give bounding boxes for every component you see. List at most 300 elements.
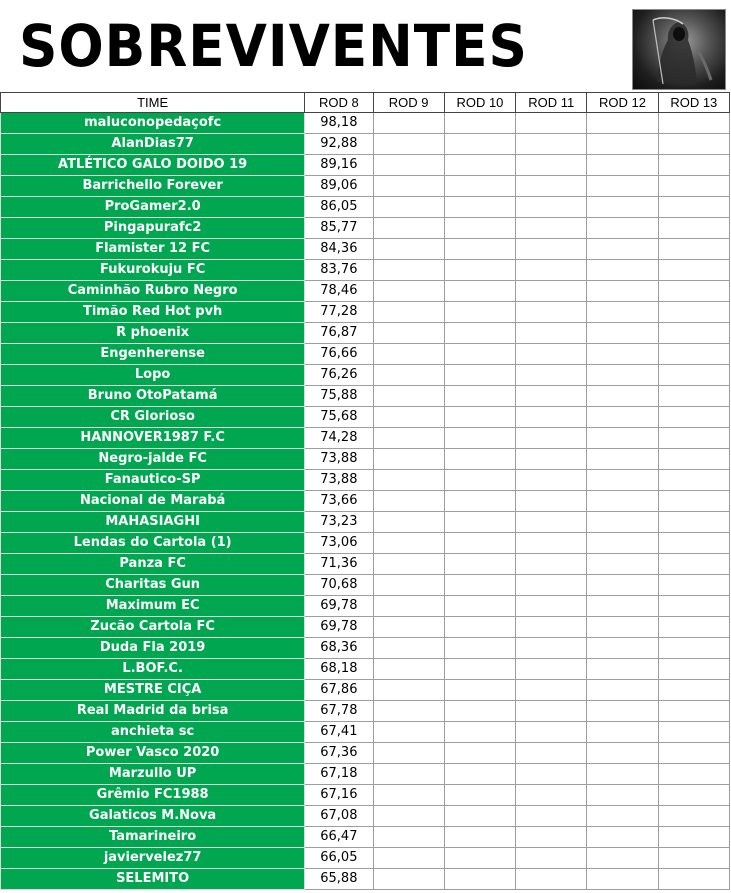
- rod13-score-cell[interactable]: [658, 848, 729, 869]
- rod13-score-cell[interactable]: [658, 386, 729, 407]
- team-name-cell[interactable]: Negro-jalde FC: [1, 449, 305, 470]
- team-name-cell[interactable]: anchieta sc: [1, 722, 305, 743]
- rod10-score-cell[interactable]: [444, 785, 515, 806]
- rod12-score-cell[interactable]: [587, 386, 658, 407]
- rod11-score-cell[interactable]: [516, 386, 587, 407]
- rod9-score-cell[interactable]: [373, 533, 444, 554]
- rod8-score-cell[interactable]: 73,66: [305, 491, 373, 512]
- rod10-score-cell[interactable]: [444, 155, 515, 176]
- rod10-score-cell[interactable]: [444, 617, 515, 638]
- rod13-score-cell[interactable]: [658, 302, 729, 323]
- rod8-score-cell[interactable]: 77,28: [305, 302, 373, 323]
- column-header-rod13: ROD 13: [658, 93, 729, 113]
- rod9-score-cell[interactable]: [373, 197, 444, 218]
- rod13-score-cell[interactable]: [658, 680, 729, 701]
- rod10-score-cell[interactable]: [444, 386, 515, 407]
- rod13-score-cell[interactable]: [658, 554, 729, 575]
- rod11-score-cell[interactable]: [516, 701, 587, 722]
- rod10-score-cell[interactable]: [444, 428, 515, 449]
- rod9-score-cell[interactable]: [373, 302, 444, 323]
- rod11-score-cell[interactable]: [516, 743, 587, 764]
- rod9-score-cell[interactable]: [373, 638, 444, 659]
- rod10-score-cell[interactable]: [444, 596, 515, 617]
- rod12-score-cell[interactable]: [587, 407, 658, 428]
- rod13-score-cell[interactable]: [658, 344, 729, 365]
- rod10-score-cell[interactable]: [444, 260, 515, 281]
- rod8-score-cell[interactable]: 67,18: [305, 764, 373, 785]
- rod13-score-cell[interactable]: [658, 785, 729, 806]
- team-name-cell[interactable]: Caminhão Rubro Negro: [1, 281, 305, 302]
- rod13-score-cell[interactable]: [658, 659, 729, 680]
- rod10-score-cell[interactable]: [444, 743, 515, 764]
- rod12-score-cell[interactable]: [587, 743, 658, 764]
- team-name-cell[interactable]: Tamarineiro: [1, 827, 305, 848]
- rod13-score-cell[interactable]: [658, 113, 729, 134]
- team-name-cell[interactable]: Panza FC: [1, 554, 305, 575]
- rod11-score-cell[interactable]: [516, 722, 587, 743]
- rod10-score-cell[interactable]: [444, 134, 515, 155]
- rod12-score-cell[interactable]: [587, 218, 658, 239]
- rod8-score-cell[interactable]: 73,06: [305, 533, 373, 554]
- rod11-score-cell[interactable]: [516, 365, 587, 386]
- team-name-cell[interactable]: MESTRE CIÇA: [1, 680, 305, 701]
- team-name-cell[interactable]: SELEMITO: [1, 869, 305, 890]
- rod13-score-cell[interactable]: [658, 596, 729, 617]
- rod12-score-cell[interactable]: [587, 155, 658, 176]
- rod11-score-cell[interactable]: [516, 176, 587, 197]
- table-row: [1, 533, 730, 554]
- rod10-score-cell[interactable]: [444, 512, 515, 533]
- table-row: [1, 764, 730, 785]
- rod8-score-cell[interactable]: 67,41: [305, 722, 373, 743]
- team-name-cell[interactable]: Power Vasco 2020: [1, 743, 305, 764]
- team-name-cell[interactable]: Fanautico-SP: [1, 470, 305, 491]
- rod11-score-cell[interactable]: [516, 848, 587, 869]
- rod12-score-cell[interactable]: [587, 596, 658, 617]
- rod12-score-cell[interactable]: [587, 785, 658, 806]
- rod12-score-cell[interactable]: [587, 869, 658, 890]
- rod9-score-cell[interactable]: [373, 680, 444, 701]
- rod11-score-cell[interactable]: [516, 533, 587, 554]
- rod10-score-cell[interactable]: [444, 722, 515, 743]
- rod13-score-cell[interactable]: [658, 323, 729, 344]
- rod8-score-cell[interactable]: 75,88: [305, 386, 373, 407]
- rod9-score-cell[interactable]: [373, 260, 444, 281]
- table-header-row: [1, 93, 730, 113]
- table-row: [1, 554, 730, 575]
- team-name-cell[interactable]: ProGamer2.0: [1, 197, 305, 218]
- rod10-score-cell[interactable]: [444, 218, 515, 239]
- column-header-rod10: ROD 10: [444, 93, 515, 113]
- rod11-score-cell[interactable]: [516, 491, 587, 512]
- team-name-cell[interactable]: Flamister 12 FC: [1, 239, 305, 260]
- rod12-score-cell[interactable]: [587, 449, 658, 470]
- rod11-score-cell[interactable]: [516, 617, 587, 638]
- rod11-score-cell[interactable]: [516, 785, 587, 806]
- rod13-score-cell[interactable]: [658, 134, 729, 155]
- rod13-score-cell[interactable]: [658, 239, 729, 260]
- rod9-score-cell[interactable]: [373, 491, 444, 512]
- rod8-score-cell[interactable]: 78,46: [305, 281, 373, 302]
- rod11-score-cell[interactable]: [516, 575, 587, 596]
- rod10-score-cell[interactable]: [444, 449, 515, 470]
- rod11-score-cell[interactable]: [516, 512, 587, 533]
- rod12-score-cell[interactable]: [587, 554, 658, 575]
- rod13-score-cell[interactable]: [658, 428, 729, 449]
- table-row: [1, 113, 730, 134]
- rod9-score-cell[interactable]: [373, 659, 444, 680]
- rod9-score-cell[interactable]: [373, 281, 444, 302]
- table-row: [1, 638, 730, 659]
- rod13-score-cell[interactable]: [658, 512, 729, 533]
- table-row: [1, 470, 730, 491]
- rod8-score-cell[interactable]: 68,36: [305, 638, 373, 659]
- rod11-score-cell[interactable]: [516, 869, 587, 890]
- rod10-score-cell[interactable]: [444, 827, 515, 848]
- rod9-score-cell[interactable]: [373, 596, 444, 617]
- rod9-score-cell[interactable]: [373, 554, 444, 575]
- rod8-score-cell[interactable]: 66,05: [305, 848, 373, 869]
- team-name-cell[interactable]: CR Glorioso: [1, 407, 305, 428]
- table-row: [1, 197, 730, 218]
- rod8-score-cell[interactable]: 70,68: [305, 575, 373, 596]
- standings-table: [0, 92, 730, 890]
- team-name-cell[interactable]: Charitas Gun: [1, 575, 305, 596]
- rod10-score-cell[interactable]: [444, 197, 515, 218]
- rod9-score-cell[interactable]: [373, 323, 444, 344]
- rod9-score-cell[interactable]: [373, 785, 444, 806]
- rod12-score-cell[interactable]: [587, 848, 658, 869]
- team-name-cell[interactable]: ATLÉTICO GALO DOIDO 19: [1, 155, 305, 176]
- rod8-score-cell[interactable]: 84,36: [305, 239, 373, 260]
- rod12-score-cell[interactable]: [587, 470, 658, 491]
- rod13-score-cell[interactable]: [658, 470, 729, 491]
- rod12-score-cell[interactable]: [587, 806, 658, 827]
- team-name-cell[interactable]: Barrichello Forever: [1, 176, 305, 197]
- rod9-score-cell[interactable]: [373, 113, 444, 134]
- rod11-score-cell[interactable]: [516, 428, 587, 449]
- reaper-logo-icon: [632, 9, 726, 90]
- rod12-score-cell[interactable]: [587, 680, 658, 701]
- rod13-score-cell[interactable]: [658, 722, 729, 743]
- rod11-score-cell[interactable]: [516, 407, 587, 428]
- team-name-cell[interactable]: Grêmio FC1988: [1, 785, 305, 806]
- rod12-score-cell[interactable]: [587, 323, 658, 344]
- rod11-score-cell[interactable]: [516, 155, 587, 176]
- rod12-score-cell[interactable]: [587, 827, 658, 848]
- rod8-score-cell[interactable]: 67,16: [305, 785, 373, 806]
- team-name-cell[interactable]: AlanDias77: [1, 134, 305, 155]
- rod13-score-cell[interactable]: [658, 491, 729, 512]
- rod11-score-cell[interactable]: [516, 134, 587, 155]
- rod10-score-cell[interactable]: [444, 554, 515, 575]
- rod12-score-cell[interactable]: [587, 533, 658, 554]
- team-name-cell[interactable]: MAHASIAGHI: [1, 512, 305, 533]
- rod10-score-cell[interactable]: [444, 848, 515, 869]
- rod12-score-cell[interactable]: [587, 134, 658, 155]
- table-body: [1, 113, 730, 890]
- rod12-score-cell[interactable]: [587, 491, 658, 512]
- table-row: [1, 176, 730, 197]
- rod12-score-cell[interactable]: [587, 617, 658, 638]
- rod13-score-cell[interactable]: [658, 764, 729, 785]
- rod13-score-cell[interactable]: [658, 365, 729, 386]
- rod13-score-cell[interactable]: [658, 533, 729, 554]
- team-name-cell[interactable]: Bruno OtoPatamá: [1, 386, 305, 407]
- rod8-score-cell[interactable]: 75,68: [305, 407, 373, 428]
- rod9-score-cell[interactable]: [373, 827, 444, 848]
- rod11-score-cell[interactable]: [516, 806, 587, 827]
- table-row: [1, 449, 730, 470]
- table-row: [1, 848, 730, 869]
- rod13-score-cell[interactable]: [658, 638, 729, 659]
- rod11-score-cell[interactable]: [516, 260, 587, 281]
- rod10-score-cell[interactable]: [444, 659, 515, 680]
- rod8-score-cell[interactable]: 74,28: [305, 428, 373, 449]
- rod10-score-cell[interactable]: [444, 113, 515, 134]
- team-name-cell[interactable]: Maximum EC: [1, 596, 305, 617]
- rod11-score-cell[interactable]: [516, 449, 587, 470]
- team-name-cell[interactable]: Pingapurafc2: [1, 218, 305, 239]
- rod13-score-cell[interactable]: [658, 617, 729, 638]
- rod10-score-cell[interactable]: [444, 344, 515, 365]
- rod11-score-cell[interactable]: [516, 113, 587, 134]
- rod11-score-cell[interactable]: [516, 554, 587, 575]
- rod11-score-cell[interactable]: [516, 659, 587, 680]
- rod13-score-cell[interactable]: [658, 218, 729, 239]
- table-row: [1, 218, 730, 239]
- rod11-score-cell[interactable]: [516, 638, 587, 659]
- column-header-rod12: ROD 12: [587, 93, 658, 113]
- team-name-cell[interactable]: Galaticos M.Nova: [1, 806, 305, 827]
- rod10-score-cell[interactable]: [444, 470, 515, 491]
- rod12-score-cell[interactable]: [587, 659, 658, 680]
- rod11-score-cell[interactable]: [516, 197, 587, 218]
- rod8-score-cell[interactable]: 65,88: [305, 869, 373, 890]
- rod10-score-cell[interactable]: [444, 764, 515, 785]
- team-name-cell[interactable]: Timão Red Hot pvh: [1, 302, 305, 323]
- rod9-score-cell[interactable]: [373, 764, 444, 785]
- rod10-score-cell[interactable]: [444, 365, 515, 386]
- rod8-score-cell[interactable]: 67,36: [305, 743, 373, 764]
- rod12-score-cell[interactable]: [587, 638, 658, 659]
- rod9-score-cell[interactable]: [373, 428, 444, 449]
- rod12-score-cell[interactable]: [587, 281, 658, 302]
- rod9-score-cell[interactable]: [373, 848, 444, 869]
- rod9-score-cell[interactable]: [373, 701, 444, 722]
- rod10-score-cell[interactable]: [444, 575, 515, 596]
- table-row: [1, 827, 730, 848]
- team-name-cell[interactable]: Engenherense: [1, 344, 305, 365]
- rod11-score-cell[interactable]: [516, 680, 587, 701]
- rod12-score-cell[interactable]: [587, 365, 658, 386]
- table-row: [1, 785, 730, 806]
- rod11-score-cell[interactable]: [516, 218, 587, 239]
- table-row: [1, 323, 730, 344]
- rod10-score-cell[interactable]: [444, 239, 515, 260]
- rod8-score-cell[interactable]: 69,78: [305, 596, 373, 617]
- rod9-score-cell[interactable]: [373, 344, 444, 365]
- rod12-score-cell[interactable]: [587, 428, 658, 449]
- rod12-score-cell[interactable]: [587, 197, 658, 218]
- rod9-score-cell[interactable]: [373, 743, 444, 764]
- rod10-score-cell[interactable]: [444, 281, 515, 302]
- rod8-score-cell[interactable]: 69,78: [305, 617, 373, 638]
- rod10-score-cell[interactable]: [444, 323, 515, 344]
- team-name-cell[interactable]: Zucão Cartola FC: [1, 617, 305, 638]
- team-name-cell[interactable]: R phoenix: [1, 323, 305, 344]
- rod8-score-cell[interactable]: 89,06: [305, 176, 373, 197]
- column-header-rod11: ROD 11: [516, 93, 587, 113]
- rod12-score-cell[interactable]: [587, 176, 658, 197]
- rod8-score-cell[interactable]: 98,18: [305, 113, 373, 134]
- table-row: [1, 407, 730, 428]
- rod13-score-cell[interactable]: [658, 827, 729, 848]
- rod9-score-cell[interactable]: [373, 155, 444, 176]
- table-row: [1, 239, 730, 260]
- rod8-score-cell[interactable]: 86,05: [305, 197, 373, 218]
- rod10-score-cell[interactable]: [444, 638, 515, 659]
- rod12-score-cell[interactable]: [587, 512, 658, 533]
- rod9-score-cell[interactable]: [373, 575, 444, 596]
- rod11-score-cell[interactable]: [516, 344, 587, 365]
- rod11-score-cell[interactable]: [516, 302, 587, 323]
- rod13-score-cell[interactable]: [658, 575, 729, 596]
- rod8-score-cell[interactable]: 76,87: [305, 323, 373, 344]
- rod9-score-cell[interactable]: [373, 806, 444, 827]
- table-row: [1, 281, 730, 302]
- rod13-score-cell[interactable]: [658, 806, 729, 827]
- team-name-cell[interactable]: HANNOVER1987 F.C: [1, 428, 305, 449]
- table-row: [1, 155, 730, 176]
- rod10-score-cell[interactable]: [444, 869, 515, 890]
- rod9-score-cell[interactable]: [373, 449, 444, 470]
- column-header-time: TIME: [1, 93, 305, 113]
- rod8-score-cell[interactable]: 73,88: [305, 470, 373, 491]
- team-name-cell[interactable]: javiervelez77: [1, 848, 305, 869]
- team-name-cell[interactable]: maluconopedaçofc: [1, 113, 305, 134]
- rod12-score-cell[interactable]: [587, 722, 658, 743]
- rod12-score-cell[interactable]: [587, 575, 658, 596]
- table-row: [1, 869, 730, 890]
- rod11-score-cell[interactable]: [516, 827, 587, 848]
- rod10-score-cell[interactable]: [444, 701, 515, 722]
- table-row: [1, 386, 730, 407]
- rod9-score-cell[interactable]: [373, 365, 444, 386]
- rod11-score-cell[interactable]: [516, 323, 587, 344]
- rod10-score-cell[interactable]: [444, 533, 515, 554]
- team-name-cell[interactable]: L.BOF.C.: [1, 659, 305, 680]
- rod12-score-cell[interactable]: [587, 344, 658, 365]
- rod9-score-cell[interactable]: [373, 386, 444, 407]
- team-name-cell[interactable]: Duda Fla 2019: [1, 638, 305, 659]
- rod9-score-cell[interactable]: [373, 470, 444, 491]
- rod9-score-cell[interactable]: [373, 407, 444, 428]
- rod8-score-cell[interactable]: 76,26: [305, 365, 373, 386]
- rod9-score-cell[interactable]: [373, 869, 444, 890]
- rod11-score-cell[interactable]: [516, 281, 587, 302]
- rod10-score-cell[interactable]: [444, 302, 515, 323]
- table-row: [1, 344, 730, 365]
- rod8-score-cell[interactable]: 73,23: [305, 512, 373, 533]
- rod13-score-cell[interactable]: [658, 260, 729, 281]
- rod8-score-cell[interactable]: 85,77: [305, 218, 373, 239]
- rod8-score-cell[interactable]: 73,88: [305, 449, 373, 470]
- rod8-score-cell[interactable]: 83,76: [305, 260, 373, 281]
- rod8-score-cell[interactable]: 89,16: [305, 155, 373, 176]
- rod8-score-cell[interactable]: 67,78: [305, 701, 373, 722]
- rod12-score-cell[interactable]: [587, 113, 658, 134]
- rod8-score-cell[interactable]: 67,08: [305, 806, 373, 827]
- rod10-score-cell[interactable]: [444, 407, 515, 428]
- table-row: [1, 701, 730, 722]
- rod13-score-cell[interactable]: [658, 449, 729, 470]
- table-row: [1, 491, 730, 512]
- rod10-score-cell[interactable]: [444, 806, 515, 827]
- rod9-score-cell[interactable]: [373, 134, 444, 155]
- team-name-cell[interactable]: Marzullo UP: [1, 764, 305, 785]
- rod12-score-cell[interactable]: [587, 239, 658, 260]
- team-name-cell[interactable]: Lendas do Cartola (1): [1, 533, 305, 554]
- team-name-cell[interactable]: Real Madrid da brisa: [1, 701, 305, 722]
- header: [0, 0, 731, 92]
- rod8-score-cell[interactable]: 67,86: [305, 680, 373, 701]
- rod13-score-cell[interactable]: [658, 155, 729, 176]
- rod10-score-cell[interactable]: [444, 680, 515, 701]
- rod11-score-cell[interactable]: [516, 239, 587, 260]
- rod10-score-cell[interactable]: [444, 176, 515, 197]
- table-row: [1, 617, 730, 638]
- table-row: [1, 365, 730, 386]
- rod13-score-cell[interactable]: [658, 197, 729, 218]
- rod9-score-cell[interactable]: [373, 512, 444, 533]
- table-row: [1, 134, 730, 155]
- rod13-score-cell[interactable]: [658, 281, 729, 302]
- rod11-score-cell[interactable]: [516, 470, 587, 491]
- rod13-score-cell[interactable]: [658, 743, 729, 764]
- rod13-score-cell[interactable]: [658, 176, 729, 197]
- team-name-cell[interactable]: Fukurokuju FC: [1, 260, 305, 281]
- table-row: [1, 680, 730, 701]
- rod12-score-cell[interactable]: [587, 764, 658, 785]
- rod12-score-cell[interactable]: [587, 302, 658, 323]
- rod9-score-cell[interactable]: [373, 722, 444, 743]
- rod12-score-cell[interactable]: [587, 260, 658, 281]
- rod8-score-cell[interactable]: 71,36: [305, 554, 373, 575]
- team-name-cell[interactable]: Lopo: [1, 365, 305, 386]
- rod13-score-cell[interactable]: [658, 407, 729, 428]
- rod11-score-cell[interactable]: [516, 764, 587, 785]
- rod9-score-cell[interactable]: [373, 176, 444, 197]
- table-row: [1, 596, 730, 617]
- team-name-cell[interactable]: Nacional de Marabá: [1, 491, 305, 512]
- rod8-score-cell[interactable]: 92,88: [305, 134, 373, 155]
- table-row: [1, 575, 730, 596]
- table-row: [1, 512, 730, 533]
- rod8-score-cell[interactable]: 66,47: [305, 827, 373, 848]
- table-row: [1, 428, 730, 449]
- rod12-score-cell[interactable]: [587, 701, 658, 722]
- rod8-score-cell[interactable]: 76,66: [305, 344, 373, 365]
- rod13-score-cell[interactable]: [658, 869, 729, 890]
- rod10-score-cell[interactable]: [444, 491, 515, 512]
- rod11-score-cell[interactable]: [516, 596, 587, 617]
- rod13-score-cell[interactable]: [658, 701, 729, 722]
- rod9-score-cell[interactable]: [373, 218, 444, 239]
- rod9-score-cell[interactable]: [373, 239, 444, 260]
- rod9-score-cell[interactable]: [373, 617, 444, 638]
- rod8-score-cell[interactable]: 68,18: [305, 659, 373, 680]
